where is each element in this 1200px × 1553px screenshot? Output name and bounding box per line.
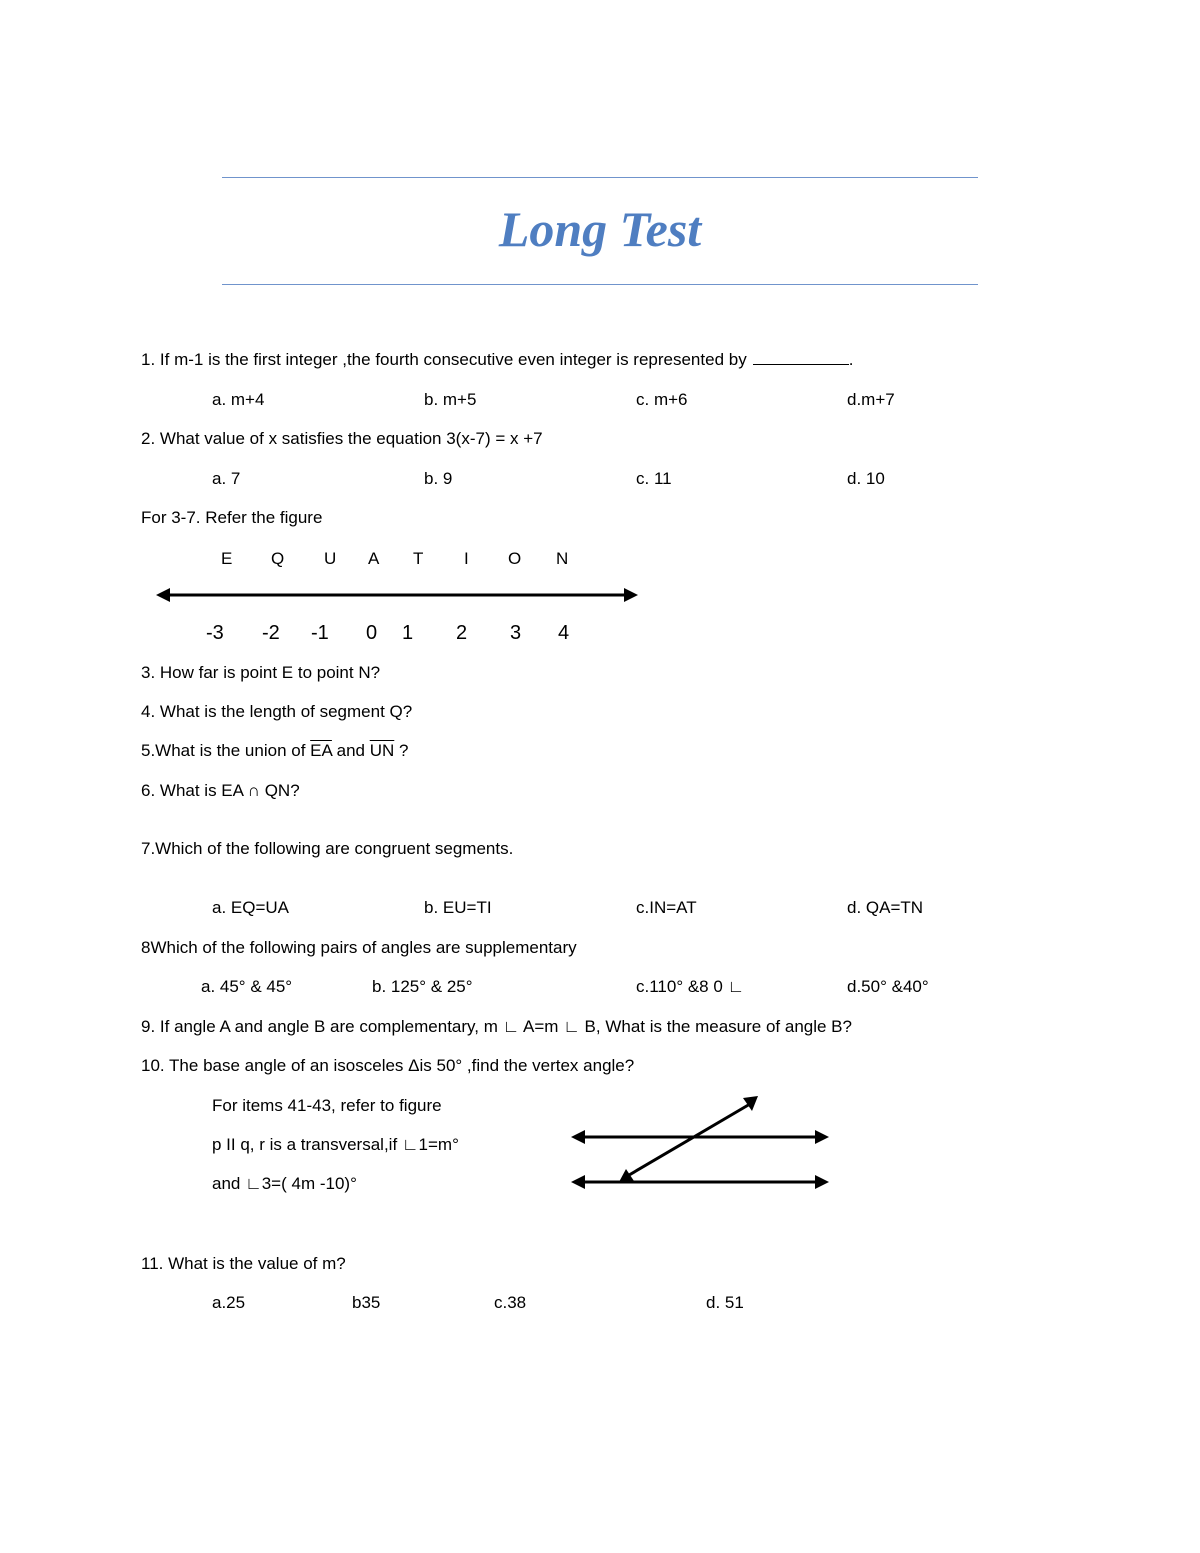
- q7-choice-a: a. EQ=UA: [212, 898, 290, 917]
- question-4: 4. What is the length of segment Q?: [141, 702, 413, 721]
- question-5: [141, 741, 408, 761]
- q7-choice-b: b. EU=TI: [424, 898, 492, 917]
- point-label-t: T: [413, 549, 424, 568]
- q8-choice-b: b. 125° & 25°: [372, 977, 473, 996]
- q1-choice-b: b. m+5: [424, 390, 477, 409]
- q8-choice-a: a. 45° & 45°: [201, 977, 293, 996]
- tick-label: -1: [311, 622, 329, 644]
- tick-label: -2: [262, 622, 280, 644]
- question-1: [141, 350, 853, 370]
- question-1-text: 1. If m-1 is the first integer ,the fourth consecutive even integer is represented by: [141, 350, 747, 369]
- q7-choice-d: d. QA=TN: [847, 898, 924, 917]
- q11-choice-b: b35: [352, 1293, 381, 1312]
- tick-label: 2: [456, 622, 468, 644]
- tick-label: 4: [558, 622, 570, 644]
- page-title: Long Test: [498, 201, 702, 257]
- question-1-end: .: [848, 350, 854, 369]
- question-5-end: ?: [394, 741, 409, 760]
- question-3: 3. How far is point E to point N?: [141, 663, 381, 682]
- point-label-a: A: [368, 549, 380, 568]
- parallel-lines-figure: [565, 1090, 835, 1195]
- answer-blank: [753, 350, 849, 365]
- q2-choice-b: b. 9: [424, 469, 453, 488]
- q2-choice-a: a. 7: [212, 469, 241, 488]
- q11-choice-c: c.38: [494, 1293, 527, 1312]
- point-label-q: Q: [271, 549, 285, 568]
- question-5-text: 5.What is the union of: [141, 741, 311, 760]
- tick-label: 1: [402, 622, 414, 644]
- question-2: 2. What value of x satisfies the equation 3(x-7) = x +7: [141, 429, 543, 448]
- point-label-i: I: [464, 549, 469, 568]
- segment-ea: $\overline{EA}$: [310, 741, 332, 760]
- segment-un: $\overline{UN}$: [369, 741, 395, 760]
- tick-label: -3: [206, 622, 224, 644]
- point-label-n: N: [556, 549, 569, 568]
- figure-2-instruction: For items 41-43, refer to figure: [212, 1096, 442, 1115]
- q8-choice-c: c.110° &8 0 ∟: [636, 977, 745, 996]
- question-5-and: and: [331, 741, 370, 760]
- figure-2-given: p II q, r is a transversal,if ∟1=m°: [212, 1135, 459, 1154]
- question-8: 8Which of the following pairs of angles are supplementary: [141, 938, 577, 957]
- question-9: 9. If angle A and angle B are complementary, m ∟ A=m ∟ B, What is the measure of angle B?: [141, 1017, 852, 1036]
- tick-label: 3: [510, 622, 522, 644]
- title-rule-top: [222, 177, 978, 178]
- q2-choice-d: d. 10: [847, 469, 885, 488]
- title-rule-bottom: [222, 284, 978, 285]
- q11-choice-a: a.25: [212, 1293, 246, 1312]
- question-11: 11. What is the value of m?: [141, 1254, 346, 1273]
- figure-2-given-angle3: and ∟3=( 4m -10)°: [212, 1174, 357, 1193]
- question-10: 10. The base angle of an isosceles Δis 50° ,find the vertex angle?: [141, 1056, 635, 1075]
- question-6: 6. What is EA ∩ QN?: [141, 781, 300, 800]
- point-label-e: E: [221, 549, 233, 568]
- q1-choice-c: c. m+6: [636, 390, 688, 409]
- q7-choice-c: c.IN=AT: [636, 898, 697, 917]
- q2-choice-c: c. 11: [636, 469, 672, 488]
- transversal-r: [624, 1104, 750, 1178]
- q11-choice-d: d. 51: [706, 1293, 744, 1312]
- question-7: 7.Which of the following are congruent segments.: [141, 839, 514, 858]
- q1-choice-a: a. m+4: [212, 390, 265, 409]
- q1-choice-d: d.m+7: [847, 390, 895, 409]
- q8-choice-d: d.50° &40°: [847, 977, 929, 996]
- tick-label: 0: [366, 622, 378, 644]
- number-line: [150, 584, 645, 606]
- refer-figure-instruction: For 3-7. Refer the figure: [141, 508, 323, 527]
- point-label-o: O: [508, 549, 522, 568]
- point-label-u: U: [324, 549, 337, 568]
